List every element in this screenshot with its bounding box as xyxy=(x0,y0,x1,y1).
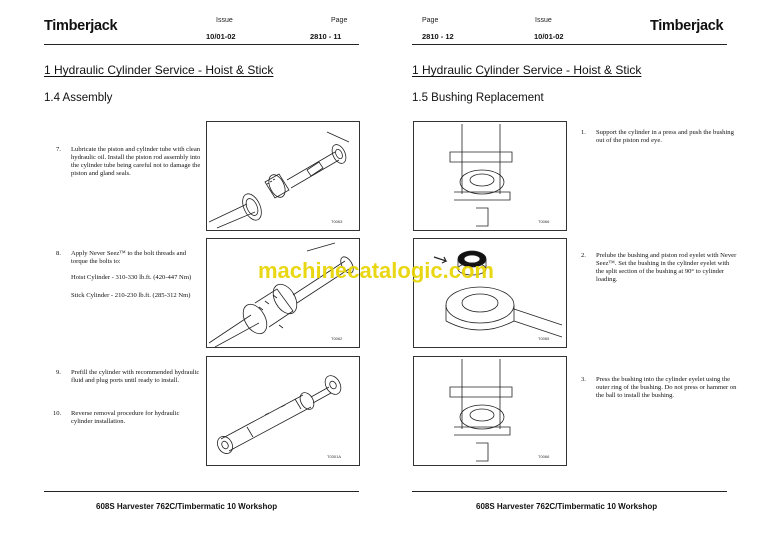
figure-code: T0065 xyxy=(538,336,550,341)
step-2: 2. Prelube the bushing and piston rod eyelet with Never Seez™. Set the bushing in the cylinder eyelet with the split section of the bushing at 90° to cylinder loading. xyxy=(581,252,737,283)
subsection-title: 1.4 Assembly xyxy=(44,92,113,104)
figure-code: T0063 xyxy=(331,219,343,224)
page-number: 2810 - 12 xyxy=(422,32,454,41)
subsection-title: 1.5 Bushing Replacement xyxy=(412,92,544,104)
step-3: 3. Press the bushing into the cylinder eyelet using the outer ring of the bushing. Do not press or hammer on the ball to install the bushing. xyxy=(581,376,737,399)
footer-rule xyxy=(412,491,727,492)
figure-bushing-press xyxy=(413,356,567,466)
footer-title: 608S Harvester 762C/Timbermatic 10 Workshop xyxy=(96,502,278,511)
brand-logo: Timberjack xyxy=(650,18,724,34)
torque-hoist: Hoist Cylinder - 310-330 lb.ft. (420-447 Nm) xyxy=(71,274,192,281)
brand-logo: Timberjack xyxy=(44,18,118,34)
figure-bolt-torque xyxy=(206,238,360,348)
step-7: 7. Lubricate the piston and cylinder tube with clean hydraulic oil. Install the piston rod assembly into the cylinder tube being careful not to damage the piston and gland seals. xyxy=(56,146,201,177)
figure-code: T0062 xyxy=(331,336,343,341)
figure-bushing-placement xyxy=(413,238,567,348)
header-rule xyxy=(412,44,727,45)
footer-title: 608S Harvester 762C/Timbermatic 10 Workshop xyxy=(476,502,658,511)
step-8: 8. Apply Never Seez™ to the bolt threads and torque the bolts to: Hoist Cylinder - 310-330 lb.ft. (420-447 Nm) Stick Cylinder - 210-230 lb.ft. (285-312 Nm) xyxy=(56,250,204,320)
issue-label: Issue xyxy=(535,17,552,24)
full-cylinder-illustration xyxy=(207,357,359,465)
figure-cylinder-assembly xyxy=(206,356,360,466)
issue-value: 10/01-02 xyxy=(534,32,564,41)
figure-code: T0066 xyxy=(538,219,550,224)
header-rule xyxy=(44,44,359,45)
torque-stick: Stick Cylinder - 210-230 lb.ft. (285-312 Nm) xyxy=(71,292,191,299)
watermark: machinecatalogic.com xyxy=(258,258,494,283)
section-title: 1 Hydraulic Cylinder Service - Hoist & Stick xyxy=(412,63,642,77)
page-label: Page xyxy=(422,17,439,24)
figure-code: T0301A xyxy=(327,454,342,459)
figure-bushing-removal xyxy=(413,121,567,231)
issue-label: Issue xyxy=(216,17,233,24)
page-label: Page xyxy=(331,17,348,24)
issue-value: 10/01-02 xyxy=(206,32,236,41)
bushing-eyelet-illustration xyxy=(414,239,566,347)
press-illustration xyxy=(414,122,566,230)
footer-rule xyxy=(44,491,359,492)
piston-rod-illustration xyxy=(207,122,359,230)
step-1: 1. Support the cylinder in a press and push the bushing out of the piston rod eye. xyxy=(581,129,734,144)
section-title: 1 Hydraulic Cylinder Service - Hoist & Stick xyxy=(44,63,274,77)
figure-piston-install xyxy=(206,121,360,231)
press-bushing-illustration xyxy=(414,357,566,465)
page-number: 2810 - 11 xyxy=(310,32,342,41)
cylinder-head-illustration xyxy=(207,239,359,347)
step-10: 10. Reverse removal procedure for hydraulic cylinder installation. xyxy=(53,410,180,425)
figure-code: T0066 xyxy=(538,454,550,459)
step-9: 9. Prefill the cylinder with recommended hydraulic fluid and plug ports until ready to install. xyxy=(56,369,200,384)
